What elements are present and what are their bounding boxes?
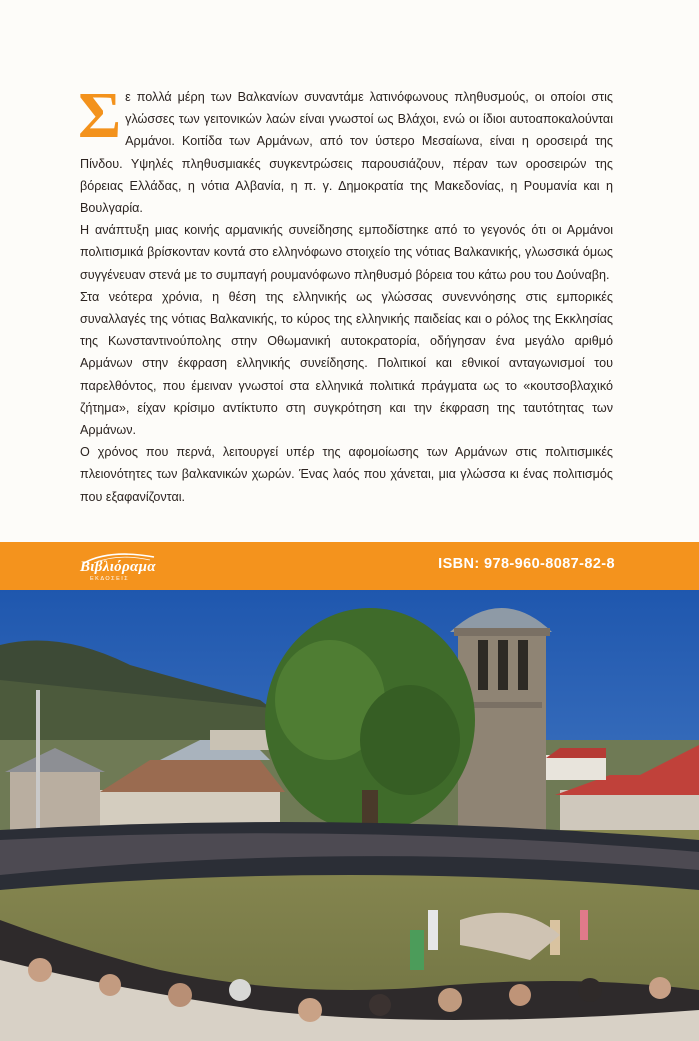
festival-photo <box>0 590 699 1041</box>
spectator-head <box>298 998 322 1022</box>
spectator-head <box>649 977 671 999</box>
tower-window <box>518 640 528 690</box>
blurb-text <box>78 79 613 508</box>
paragraph-3: Στα νεότερα χρόνια, η θέση της ελληνικής ως γλώσσας συνεννόησης στις εμπορικές συναλλαγές της νότιας Βαλκανικής, το κύρος της ελληνικής παιδείας και ο ρόλος της Εκκλησίας της Κωνσταντινούπολης στην Οθωμανική αυτοκρατορία, οδήγησαν ένα μεγάλο αριθμό Αρμάνων στην έκφραση ελληνικής συνείδησης. Πολιτικοί και εθνικοί ανταγωνισμοί του παρελθόντος, που έμειναν γνωστοί στα ελληνικά πολιτικά πράγματα ως το «κουτσοβλαχικό ζήτημα», είχαν κρίσιμο αντίκτυπο στη συγκρότηση και την έκφραση της ταυτότητας των Αρμάνων. <box>80 289 613 438</box>
spectator-head <box>99 974 121 996</box>
paragraph-2: Η ανάπτυξη μιας κοινής αρμανικής συνείδησης εμποδίστηκε από το γεγονός ότι οι Αρμάνοι πολιτισμικά βρίσκονταν κοντά στο ελληνόφωνο στοιχείο της νότιας Βαλκανικής, γλωσσικά όμως συγγένευαν στενά με το συμπαγή ρουμανόφωνο πληθυσμό βόρεια του κάτω ρου του Δούναβη. <box>80 223 613 282</box>
spectator-head <box>509 984 531 1006</box>
spectator-head <box>28 958 52 982</box>
house <box>546 755 606 780</box>
paragraph-1 <box>78 79 613 219</box>
dancer <box>428 910 438 950</box>
house <box>210 730 270 750</box>
spectator-head <box>438 988 462 1012</box>
dancer <box>580 910 588 940</box>
tower-window <box>478 640 488 690</box>
spectator-head <box>578 978 602 1002</box>
spectator-head <box>369 994 391 1016</box>
publisher-logo <box>80 551 158 583</box>
isbn: ISBN: 978-960-8087-82-8 <box>438 556 615 572</box>
spectator-hat <box>229 979 251 1001</box>
spectator-head <box>168 983 192 1007</box>
house <box>10 770 100 830</box>
logo-text: Βιβλιόραμα <box>80 559 156 575</box>
paragraph-1-text: ε πολλά μέρη των Βαλκανίων συναντάμε λατινόφωνους πληθυσμούς, οι οποίοι στις γλώσσες των γειτονικών λαών είναι γνωστοί ως Βλάχοι, ενώ οι ίδιοι αυτοαποκαλούνται Αρμάνοι. Κοιτίδα των Αρμάνων, από τον ύστερο Μεσαίωνα, είναι η οροσειρά της Πίνδου. Υψηλές πληθυσμιακές συγκεντρώσεις παρουσιάζουν, πέραν των οροσειρών της βόρειας Ελλάδας, η νότια Αλβανία, η π. γ. Δημοκρατία της Μακεδονίας, η Ρουμανία και η Βουλγαρία. <box>80 90 613 216</box>
paragraph-4: Ο χρόνος που περνά, λειτουργεί υπέρ της αφομοίωσης των Αρμάνων στις πολιτισμικές πλειονότητες των βαλκανικών χωρών. Ένας λαός που χάνεται, μια γλώσσα κι ένας πολιτισμός που εξαφανίζονται. <box>80 445 613 504</box>
logo-subtext: ΕΚΔΟΣΕΙΣ <box>90 576 130 582</box>
dancer <box>410 930 424 970</box>
pole <box>36 690 40 840</box>
tree-canopy <box>360 685 460 795</box>
tower-window <box>498 640 508 690</box>
tower-cornice <box>454 628 550 636</box>
drop-cap: Σ <box>78 79 122 152</box>
